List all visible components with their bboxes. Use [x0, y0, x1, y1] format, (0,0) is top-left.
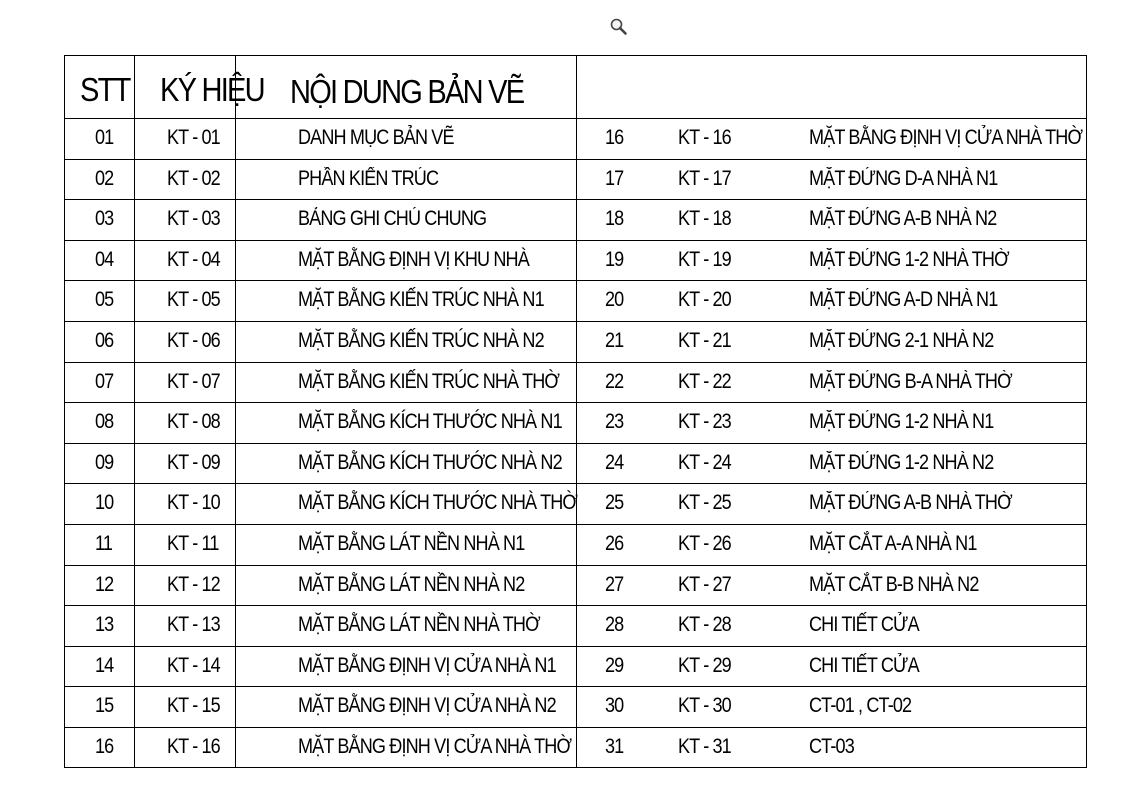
drawing-list-table — [64, 55, 1087, 768]
row-divider — [65, 483, 1086, 484]
left-stt-cell: 12 — [95, 572, 114, 596]
right-code-cell: KT - 19 — [678, 247, 731, 271]
right-content-cell: MẶT ĐỨNG 1-2 NHÀ N2 — [809, 450, 994, 474]
right-stt-cell: 30 — [605, 694, 624, 718]
right-stt-cell: 24 — [605, 450, 624, 474]
right-stt-cell: 16 — [605, 126, 624, 149]
header-ky-hieu: KÝ HIỆU — [160, 71, 264, 108]
left-stt-cell: 10 — [95, 491, 114, 515]
left-stt-cell: 15 — [95, 694, 114, 718]
right-stt-cell: 21 — [605, 329, 624, 352]
right-content-cell: MẶT ĐỨNG D-A NHÀ N1 — [809, 166, 998, 190]
left-stt-cell: 03 — [95, 207, 114, 231]
left-content-cell: MẶT BẰNG KIẾN TRÚC NHÀ N1 — [298, 288, 544, 312]
left-code-cell: KT - 06 — [167, 329, 220, 352]
right-content-cell: MẶT ĐỨNG 1-2 NHÀ THỜ — [809, 247, 1009, 271]
right-content-cell: MẶT BẰNG ĐỊNH VỊ CỬA NHÀ THỜ — [809, 126, 1083, 149]
left-content-cell: MẶT BẰNG KÍCH THƯỚC NHÀ N2 — [298, 450, 562, 474]
column-divider — [576, 56, 577, 767]
left-content-cell: MẶT BẰNG ĐỊNH VỊ CỬA NHÀ THỜ — [298, 735, 572, 758]
left-content-cell: MẶT BẰNG KÍCH THƯỚC NHÀ THỜ — [298, 491, 578, 515]
row-divider — [65, 565, 1086, 566]
right-code-cell: KT - 31 — [678, 735, 731, 758]
left-stt-cell: 14 — [95, 653, 114, 677]
right-code-cell: KT - 21 — [678, 329, 731, 352]
left-stt-cell: 05 — [95, 288, 114, 312]
right-stt-cell: 23 — [605, 410, 624, 434]
left-stt-cell: 06 — [95, 329, 114, 352]
right-content-cell: MẶT ĐỨNG B-A NHÀ THỜ — [809, 369, 1012, 393]
row-divider — [65, 646, 1086, 647]
right-code-cell: KT - 24 — [678, 450, 731, 474]
left-content-cell: MẶT BẰNG KÍCH THƯỚC NHÀ N1 — [298, 410, 562, 434]
left-content-cell: MẶT BẰNG LÁT NỀN NHÀ THỜ — [298, 613, 540, 637]
row-divider — [65, 118, 1086, 119]
row-divider — [65, 240, 1086, 241]
right-code-cell: KT - 29 — [678, 653, 731, 677]
left-stt-cell: 07 — [95, 369, 114, 393]
right-code-cell: KT - 23 — [678, 410, 731, 434]
row-divider — [65, 605, 1086, 606]
right-stt-cell: 18 — [605, 207, 624, 231]
left-code-cell: KT - 05 — [167, 288, 220, 312]
right-stt-cell: 25 — [605, 491, 624, 515]
right-stt-cell: 20 — [605, 288, 624, 312]
left-code-cell: KT - 11 — [167, 532, 219, 555]
row-divider — [65, 686, 1086, 687]
row-divider — [65, 199, 1086, 200]
left-stt-cell: 01 — [95, 126, 114, 149]
right-code-cell: KT - 18 — [678, 207, 731, 231]
right-code-cell: KT - 28 — [678, 613, 731, 637]
left-code-cell: KT - 03 — [167, 207, 220, 231]
left-content-cell: MẶT BẰNG LÁT NỀN NHÀ N2 — [298, 572, 525, 596]
row-divider — [65, 321, 1086, 322]
left-code-cell: KT - 15 — [167, 694, 220, 718]
right-content-cell: CHI TIẾT CỬA — [809, 613, 919, 637]
right-content-cell: CT-03 — [809, 735, 854, 758]
right-content-cell: MẶT ĐỨNG A-B NHÀ THỜ — [809, 491, 1012, 515]
left-content-cell: MẶT BẰNG KIẾN TRÚC NHÀ N2 — [298, 329, 544, 352]
left-code-cell: KT - 07 — [167, 369, 220, 393]
left-content-cell: MẶT BẰNG ĐỊNH VỊ KHU NHÀ — [298, 247, 529, 271]
right-code-cell: KT - 20 — [678, 288, 731, 312]
row-divider — [65, 443, 1086, 444]
right-stt-cell: 28 — [605, 613, 624, 637]
left-content-cell: MẶT BẰNG LÁT NỀN NHÀ N1 — [298, 532, 525, 555]
right-code-cell: KT - 17 — [678, 166, 731, 190]
right-content-cell: CHI TIẾT CỬA — [809, 653, 919, 677]
right-stt-cell: 26 — [605, 532, 624, 555]
right-stt-cell: 31 — [605, 735, 624, 758]
right-content-cell: MẶT ĐỨNG 2-1 NHÀ N2 — [809, 329, 994, 352]
right-stt-cell: 17 — [605, 166, 624, 190]
row-divider — [65, 727, 1086, 728]
right-code-cell: KT - 22 — [678, 369, 731, 393]
left-content-cell: DANH MỤC BẢN VẼ — [298, 126, 454, 149]
left-code-cell: KT - 16 — [167, 735, 220, 758]
row-divider — [65, 362, 1086, 363]
left-code-cell: KT - 08 — [167, 410, 220, 434]
right-code-cell: KT - 26 — [678, 532, 731, 555]
right-content-cell: MẶT ĐỨNG 1-2 NHÀ N1 — [809, 410, 994, 434]
right-code-cell: KT - 27 — [678, 572, 731, 596]
left-stt-cell: 02 — [95, 166, 114, 190]
column-divider — [235, 56, 236, 767]
left-code-cell: KT - 14 — [167, 653, 220, 677]
right-stt-cell: 27 — [605, 572, 624, 596]
left-code-cell: KT - 12 — [167, 572, 220, 596]
left-content-cell: MẶT BẰNG ĐỊNH VỊ CỬA NHÀ N1 — [298, 653, 556, 677]
right-code-cell: KT - 30 — [678, 694, 731, 718]
left-code-cell: KT - 09 — [167, 450, 220, 474]
left-content-cell: PHẦN KIẾN TRÚC — [298, 166, 439, 190]
left-stt-cell: 11 — [95, 532, 113, 555]
right-code-cell: KT - 16 — [678, 126, 731, 149]
left-content-cell: MẶT BẰNG ĐỊNH VỊ CỬA NHÀ N2 — [298, 694, 556, 718]
right-stt-cell: 22 — [605, 369, 624, 393]
column-divider — [134, 56, 135, 767]
left-content-cell: BẢNG GHI CHÚ CHUNG — [298, 207, 487, 231]
left-stt-cell: 08 — [95, 410, 114, 434]
right-content-cell: MẶT ĐỨNG A-D NHÀ N1 — [809, 288, 998, 312]
left-stt-cell: 13 — [95, 613, 114, 637]
right-content-cell: MẶT CẮT A-A NHÀ N1 — [809, 532, 977, 555]
left-stt-cell: 16 — [95, 735, 114, 758]
right-content-cell: CT-01 , CT-02 — [809, 694, 912, 718]
left-code-cell: KT - 13 — [167, 613, 220, 637]
right-content-cell: MẶT CẮT B-B NHÀ N2 — [809, 572, 979, 596]
right-code-cell: KT - 25 — [678, 491, 731, 515]
header-noi-dung: NỘI DUNG BẢN VẼ — [290, 73, 524, 110]
left-content-cell: MẶT BẰNG KIẾN TRÚC NHÀ THỜ — [298, 369, 560, 393]
left-code-cell: KT - 04 — [167, 247, 220, 271]
right-stt-cell: 29 — [605, 653, 624, 677]
row-divider — [65, 524, 1086, 525]
row-divider — [65, 159, 1086, 160]
left-code-cell: KT - 10 — [167, 491, 220, 515]
magnifier-icon[interactable] — [609, 17, 629, 37]
left-code-cell: KT - 01 — [167, 126, 220, 149]
left-stt-cell: 04 — [95, 247, 114, 271]
header-stt: STT — [80, 71, 130, 108]
left-code-cell: KT - 02 — [167, 166, 220, 190]
left-stt-cell: 09 — [95, 450, 114, 474]
row-divider — [65, 402, 1086, 403]
row-divider — [65, 280, 1086, 281]
right-stt-cell: 19 — [605, 247, 624, 271]
right-content-cell: MẶT ĐỨNG A-B NHÀ N2 — [809, 207, 997, 231]
